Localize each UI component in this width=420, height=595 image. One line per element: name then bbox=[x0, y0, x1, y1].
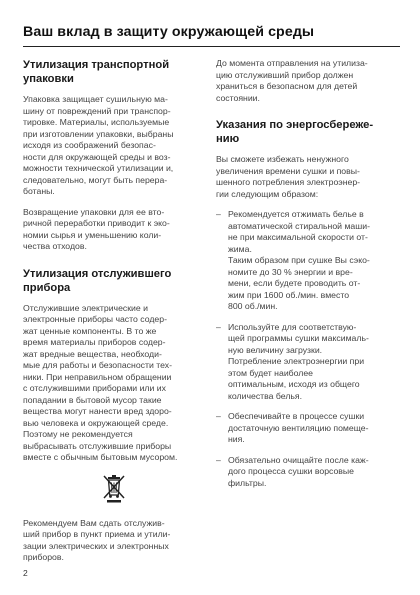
text-line: Упаковка защищает сушильную ма- bbox=[23, 94, 168, 104]
text-line: приборов. bbox=[23, 552, 64, 562]
section-heading-energy-saving bbox=[216, 118, 400, 146]
text-line: До момента отправления на утилиза- bbox=[216, 58, 368, 68]
heading-line: прибора bbox=[23, 281, 71, 294]
paragraph-packaging-recycling bbox=[23, 207, 205, 253]
text-line: жат ценные компоненты. В то же bbox=[23, 325, 157, 336]
text-line: номии сырья и уменьшению коли- bbox=[23, 229, 162, 240]
text-line: дого процесса сушки ворсовые bbox=[228, 466, 355, 476]
text-line: Поэтому не рекомендуется bbox=[23, 429, 133, 439]
text-line: жима. bbox=[228, 243, 252, 254]
text-line: можности технической утилизации и, bbox=[23, 163, 174, 173]
bullet-dash: – bbox=[216, 321, 221, 332]
paragraph-child-safety bbox=[216, 58, 400, 104]
text-line: Потребление электроэнергии при bbox=[228, 356, 365, 366]
text-line: ния. bbox=[228, 434, 245, 444]
text-line: количества белья. bbox=[228, 390, 303, 401]
list-item-lint-filters bbox=[216, 455, 400, 490]
text-line: ричной переработки приводит к эко- bbox=[23, 218, 170, 228]
text-line: выбрасывать отслужившие приборы bbox=[23, 440, 172, 451]
text-line: Вы сможете избежать ненужного bbox=[216, 154, 349, 164]
list-item-spin-speed bbox=[216, 209, 400, 313]
text-line: не при максимальной скорости от- bbox=[228, 232, 368, 242]
text-line: вместе с обычным бытовым мусором. bbox=[23, 452, 178, 462]
text-line: фильтры. bbox=[228, 477, 267, 488]
text-line: жим при 1600 об./мин. вместо bbox=[228, 289, 350, 300]
text-line: цию отслуживший прибор должен bbox=[216, 69, 354, 80]
text-line: увеличения времени сушки и повы- bbox=[216, 165, 360, 176]
paragraph-energy-intro bbox=[216, 154, 400, 200]
text-line: Используйте для соответствую- bbox=[228, 321, 357, 332]
text-line: с отслужившими приборами или их bbox=[23, 383, 166, 393]
text-line: состоянии. bbox=[216, 92, 260, 103]
text-line: этом будет наиболее bbox=[228, 367, 314, 378]
text-line: мые для работы и безопасности тех- bbox=[23, 360, 172, 370]
left-column bbox=[23, 58, 205, 564]
heading-line: Утилизация транспортной bbox=[23, 59, 170, 71]
text-line: следовательно, могут быть перера- bbox=[23, 174, 168, 185]
text-line: ший прибор в пункт приема и утили- bbox=[23, 529, 171, 539]
text-line: вещества могут нанести вред здоро- bbox=[23, 406, 172, 416]
text-line: Обеспечивайте в процессе сушки bbox=[228, 411, 365, 421]
text-line: время материалы приборов содер- bbox=[23, 337, 166, 347]
heading-line: упаковки bbox=[23, 73, 74, 85]
heading-line: Утилизация отслужившего bbox=[23, 267, 172, 280]
crossed-out-wheelie-bin-icon bbox=[102, 474, 126, 504]
text-line: Рекомендуется отжимать белье в bbox=[228, 209, 364, 219]
text-line: Рекомендуем Вам сдать отслужив- bbox=[23, 517, 165, 528]
text-line: номите до 30 % энергии и вре- bbox=[228, 266, 353, 277]
text-line: исходя из соображений безопас- bbox=[23, 140, 156, 150]
text-line: 800 об./мин. bbox=[228, 301, 278, 311]
list-item-ventilation bbox=[216, 411, 400, 446]
text-line: щей программы сушки максималь- bbox=[228, 333, 369, 343]
section-heading-appliance-disposal bbox=[23, 267, 205, 295]
text-line: жат вредные вещества, необходи- bbox=[23, 348, 162, 359]
text-line: при изготовлении упаковки, выбраны bbox=[23, 128, 174, 139]
text-line: ную величину загрузки. bbox=[228, 344, 323, 355]
text-line: шину от повреждений при транспор- bbox=[23, 105, 171, 116]
section-heading-packaging-disposal bbox=[23, 58, 205, 86]
text-line: достаточную вентиляцию помеще- bbox=[228, 422, 369, 433]
text-line: шенного потребления электроэнер- bbox=[216, 177, 361, 187]
text-line: Возвращение упаковки для ее вто- bbox=[23, 206, 165, 217]
right-column bbox=[216, 58, 400, 489]
text-line: гии следующим образом: bbox=[216, 188, 319, 199]
title-divider bbox=[23, 46, 400, 47]
list-item-max-load bbox=[216, 322, 400, 403]
text-line: чества отходов. bbox=[23, 241, 87, 251]
paragraph-packaging-protection bbox=[23, 94, 205, 198]
page-title: Ваш вклад в защиту окружающей среды bbox=[23, 24, 315, 40]
text-line: ботаны. bbox=[23, 186, 55, 196]
text-line: оптимальным, исходя из общего bbox=[228, 379, 360, 389]
text-line: мени, если будете проводить от- bbox=[228, 278, 361, 288]
text-line: Отслужившие электрические и bbox=[23, 302, 148, 313]
page-number: 2 bbox=[23, 568, 28, 578]
text-line: ники. При неправильном обращении bbox=[23, 371, 172, 382]
text-line: попадании в бытовой мусор такие bbox=[23, 394, 162, 405]
bullet-dash: – bbox=[216, 209, 221, 219]
text-line: вью человека и окружающей среде. bbox=[23, 417, 169, 428]
heading-line: нию bbox=[216, 133, 240, 145]
bullet-dash: – bbox=[216, 454, 221, 465]
paragraph-appliance-components bbox=[23, 303, 205, 464]
text-line: электронные приборы часто содер- bbox=[23, 314, 167, 324]
text-line: храниться в безопасном для детей bbox=[216, 81, 358, 91]
text-line: Таким образом при сушке Вы сэко- bbox=[228, 255, 370, 265]
text-line: зации электрических и электронных bbox=[23, 540, 169, 551]
text-line: тировке. Материалы, используемые bbox=[23, 117, 170, 127]
heading-line: Указания по энергосбереже- bbox=[216, 119, 374, 131]
text-line: автоматической стиральной маши- bbox=[228, 220, 370, 231]
text-line: ности для окружающей среды и воз- bbox=[23, 151, 171, 162]
paragraph-return-appliance bbox=[23, 518, 205, 564]
text-line: Обязательно очищайте после каж- bbox=[228, 454, 369, 465]
bullet-dash: – bbox=[216, 411, 221, 421]
